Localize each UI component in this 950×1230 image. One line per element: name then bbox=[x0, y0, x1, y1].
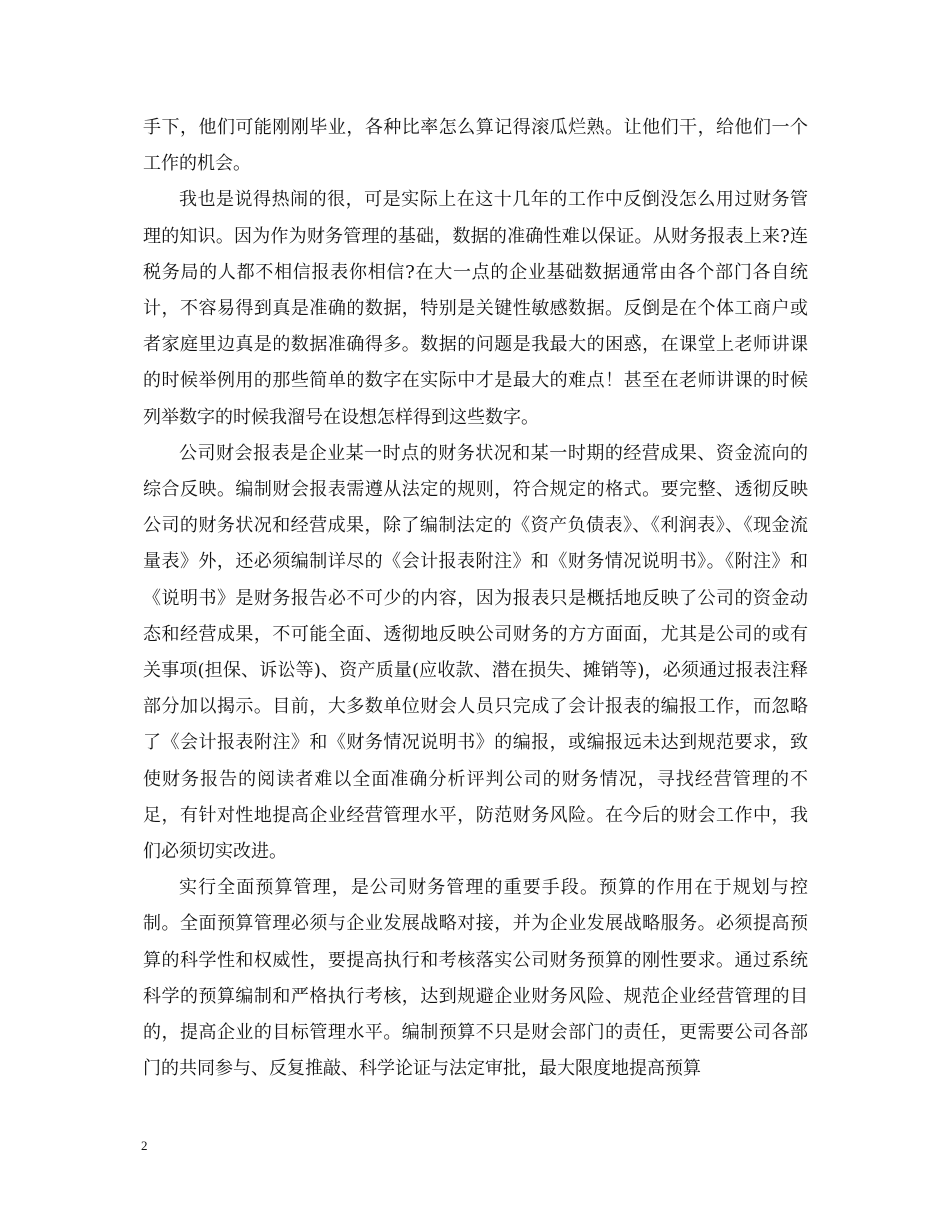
document-body bbox=[143, 110, 808, 1087]
paragraph-continuation: 手下，他们可能刚刚毕业，各种比率怎么算记得滚瓜烂熟。让他们干，给他们一个工作的机会。 bbox=[143, 117, 808, 175]
paragraph-financial-reports: 公司财会报表是企业某一时点的财务状况和某一时期的经营成果、资金流向的综合反映。编制财会报表需遵从法定的规则，符合规定的格式。要完整、透彻反映公司的财务状况和经营成果，除了编制法定的《资产负债表》、《利润表》、《现金流量表》外，还必须编制详尽的《会计报表附注》和《财务情况说明书》。《附注》和《说明书》是财务报告必不可少的内容，因为报表只是概括地反映了公司的资金动态和经营成果，不可能全面、透彻地反映公司财务的方方面面，尤其是公司的或有关事项(担保、诉讼等)、资产质量(应收款、潜在损失、摊销等)，必须通过报表注释部分加以揭示。目前，大多数单位财会人员只完成了会计报表的编报工作，而忽略了《会计报表附注》和《财务情况说明书》的编报，或编报远未达到规范要求，致使财务报告的阅读者难以全面准确分析评判公司的财务情况，寻找经营管理的不足，有针对性地提高企业经营管理水平，防范财务风险。在今后的财会工作中，我们必须切实改进。 bbox=[143, 442, 808, 863]
paragraph-data-accuracy: 我也是说得热闹的很，可是实际上在这十几年的工作中反倒没怎么用过财务管理的知识。因为作为财务管理的基础，数据的准确性难以保证。从财务报表上来?连税务局的人都不相信报表你相信?在大一点的企业基础数据通常由各个部门各自统计，不容易得到真是准确的数据，特别是关键性敏感数据。反倒是在个体工商户或者家庭里边真是的数据准确得多。数据的问题是我最大的困惑，在课堂上老师讲课的时候举例用的那些简单的数字在实际中才是最大的难点！甚至在老师讲课的时候列举数字的时候我溜号在设想怎样得到这些数字。 bbox=[143, 189, 808, 428]
paragraph-budget-management: 实行全面预算管理，是公司财务管理的重要手段。预算的作用在于规划与控制。全面预算管理必须与企业发展战略对接，并为企业发展战略服务。必须提高预算的科学性和权威性，要提高执行和考核落实公司财务预算的刚性要求。通过系统科学的预算编制和严格执行考核，达到规避企业财务风险、规范企业经营管理的目的，提高企业的目标管理水平。编制预算不只是财会部门的责任，更需要公司各部门的共同参与、反复推敲、科学论证与法定审批，最大限度地提高预算 bbox=[143, 877, 808, 1080]
page-number: 2 bbox=[141, 1138, 148, 1153]
